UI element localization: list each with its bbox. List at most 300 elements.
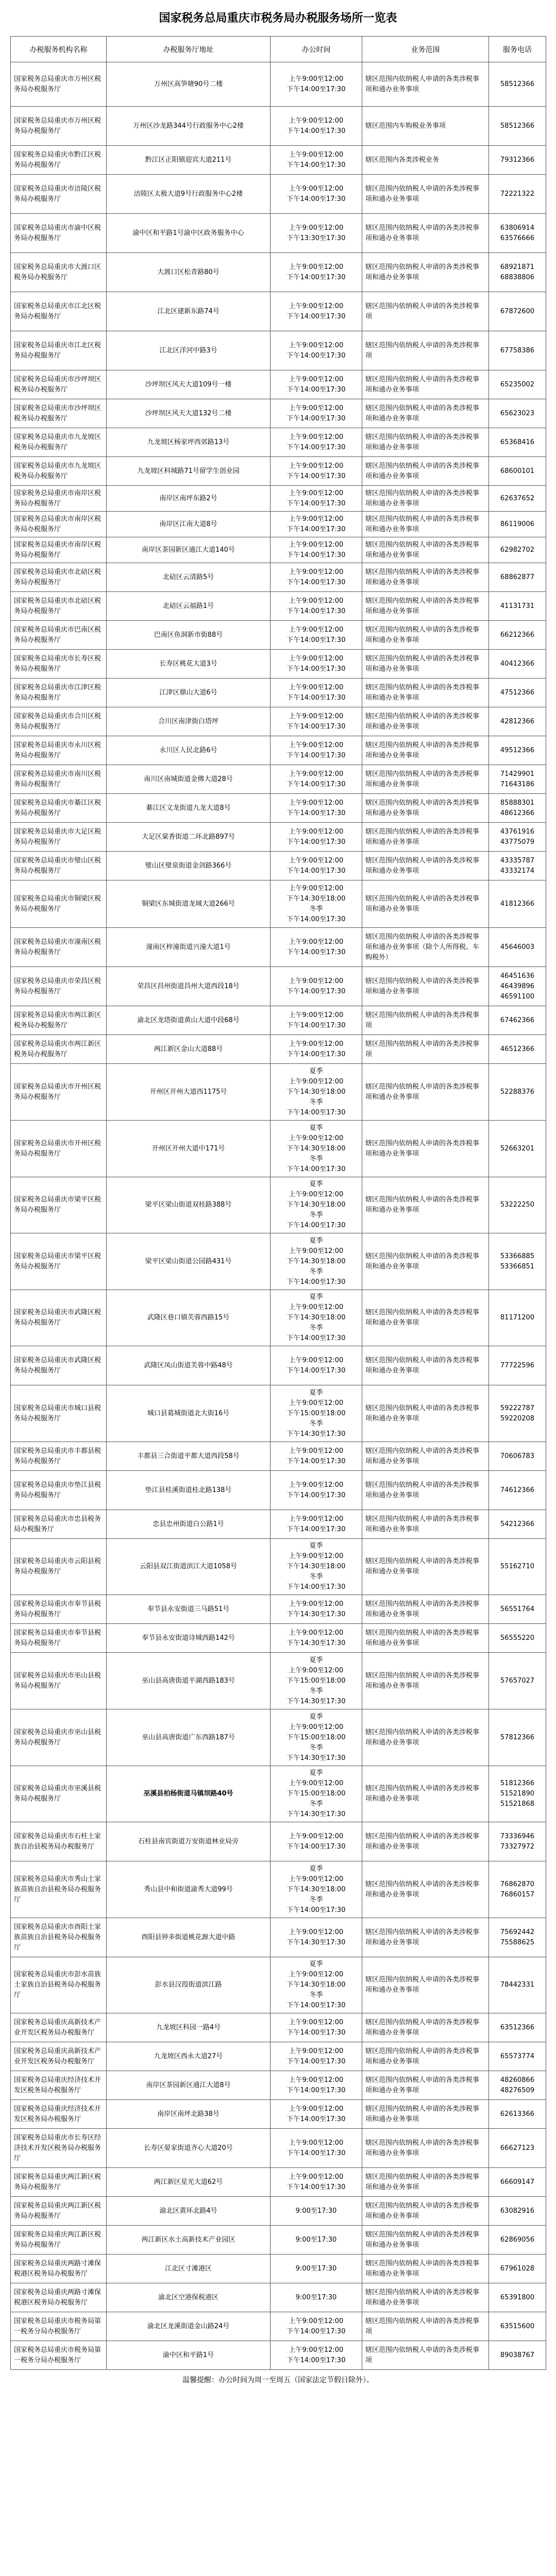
business-scope-cell: 辖区范围内依纳税人申请的各类涉税事项和通办业务事项 xyxy=(362,2168,489,2197)
table-row xyxy=(11,2071,546,2100)
business-scope-cell: 辖区范围内依纳税人申请的各类涉税事项和通办业务事项 xyxy=(362,1653,489,1709)
table-row xyxy=(11,1918,546,1957)
phone-cell: 89038767 xyxy=(489,2341,546,2370)
table-row xyxy=(11,370,546,399)
address-cell: 石柱县南宾街道万安街道林业局旁 xyxy=(107,1822,271,1861)
business-scope-cell: 辖区范围内依纳税人申请的各类涉税事项和通办业务事项 xyxy=(362,62,489,107)
office-name-cell: 国家税务总局重庆两江新区税务局办税服务厅 xyxy=(11,2197,107,2226)
office-name-cell: 国家税务总局重庆市万州区税务局办税服务厅 xyxy=(11,107,107,146)
table-row xyxy=(11,2341,546,2370)
business-scope-cell: 辖区范围内依纳税人申请的各类涉税事项和通办业务事项 xyxy=(362,1595,489,1624)
table-row xyxy=(11,621,546,650)
business-scope-cell: 辖区范围内依纳税人申请的各类涉税事项和通办业务事项 xyxy=(362,253,489,292)
address-cell: 九龙坡区杨家坪西郊路13号 xyxy=(107,428,271,457)
office-hours-cell: 夏季 上午9:00至12:00 下午14:30至18:00 冬季 下午14:00至17:30 xyxy=(271,1177,362,1233)
table-row xyxy=(11,1709,546,1766)
address-cell: 南岸区江南大道8号 xyxy=(107,512,271,537)
office-hours-cell: 上午9:00至12:00 下午14:00至17:30 xyxy=(271,707,362,736)
office-hours-cell: 上午9:00至12:00 下午14:00至17:30 xyxy=(271,331,362,370)
business-scope-cell: 辖区范围内依纳税人申请的各类涉税事项和通办业务事项 xyxy=(362,1709,489,1766)
business-scope-cell: 辖区范围内依纳税人申请的各类涉税事项和通办业务事项 xyxy=(362,2100,489,2129)
header-address: 办税服务厅地址 xyxy=(107,37,271,62)
address-cell: 綦江区文龙街道九龙大道8号 xyxy=(107,794,271,823)
address-cell: 黔江区正阳镇迎宾大道211号 xyxy=(107,146,271,175)
address-cell: 潼南区梓潼街道兴潼大道1号 xyxy=(107,928,271,967)
address-cell: 九龙坡区科园一路4号 xyxy=(107,2013,271,2042)
address-cell: 南川区南城街道金佛大道28号 xyxy=(107,765,271,794)
business-scope-cell: 辖区范围内依纳税人申请的各类涉税事项和通办业务事项 xyxy=(362,2042,489,2071)
table-row xyxy=(11,1471,546,1510)
address-cell: 长寿区晏家街道齐心大道20号 xyxy=(107,2129,271,2168)
phone-cell: 52288376 xyxy=(489,1064,546,1121)
table-row xyxy=(11,794,546,823)
office-name-cell: 国家税务总局重庆市税务局第一税务分局办税服务厅 xyxy=(11,2312,107,2341)
address-cell: 南岸区茶园新区通江大道140号 xyxy=(107,537,271,563)
business-scope-cell: 辖区范围内车购税业务事项 xyxy=(362,107,489,146)
office-hours-cell: 上午9:00至12:00 下午14:00至17:30 xyxy=(271,486,362,512)
phone-cell: 72221322 xyxy=(489,175,546,214)
business-scope-cell: 辖区范围内依纳税人申请的各类涉税事项和通办业务事项 xyxy=(362,1861,489,1918)
table-row xyxy=(11,736,546,765)
office-name-cell: 国家税务总局重庆两江新区税务局办税服务厅 xyxy=(11,2168,107,2197)
phone-cell: 55162710 xyxy=(489,1539,546,1595)
address-cell: 丰都县三合街道平都大道西段58号 xyxy=(107,1442,271,1471)
office-hours-cell: 上午9:00至12:00 下午14:30至17:30 xyxy=(271,1595,362,1624)
phone-cell: 62869056 xyxy=(489,2226,546,2255)
office-hours-cell: 夏季 上午9:00至12:00 下午14:30至18:00 冬季 下午14:00至17:30 xyxy=(271,1290,362,1346)
office-name-cell: 国家税务总局重庆市黔江区税务局办税服务厅 xyxy=(11,146,107,175)
business-scope-cell: 辖区范围内依纳税人申请的各类涉税事项和通办业务事项 xyxy=(362,2226,489,2255)
office-name-cell: 国家税务总局重庆市江北区税务局办税服务厅 xyxy=(11,292,107,331)
office-hours-cell: 上午9:00至12:00 下午14:00至17:30 xyxy=(271,428,362,457)
table-row xyxy=(11,707,546,736)
office-hours-cell: 上午9:00至12:00 下午14:00至17:30 xyxy=(271,2129,362,2168)
office-name-cell: 国家税务总局重庆市开州区税务局办税服务厅 xyxy=(11,1064,107,1121)
address-cell: 武隆区巷口镇芙蓉西路15号 xyxy=(107,1290,271,1346)
office-name-cell: 国家税务总局重庆市丰都县税务局办税服务厅 xyxy=(11,1442,107,1471)
table-row xyxy=(11,214,546,253)
office-hours-cell: 上午9:00至12:00 下午14:30至18:00 冬季 下午14:00至17:30 xyxy=(271,880,362,928)
office-name-cell: 国家税务总局重庆市两江新区税务局办税服务厅 xyxy=(11,1035,107,1064)
address-cell: 北碚区云福路1号 xyxy=(107,592,271,621)
office-name-cell: 国家税务总局重庆市长寿区经济技术开发区税务局办税服务厅 xyxy=(11,2129,107,2168)
business-scope-cell: 辖区范围内依纳税人申请的各类涉税事项和通办业务事项 xyxy=(362,512,489,537)
address-cell: 巴南区鱼洞新市街88号 xyxy=(107,621,271,650)
address-cell: 两江新区金山大道88号 xyxy=(107,1035,271,1064)
address-cell: 万州区沙龙路344号行政服务中心2楼 xyxy=(107,107,271,146)
business-scope-cell: 辖区范围内依纳税人申请的各类涉税事项 xyxy=(362,331,489,370)
business-scope-cell: 辖区范围内依纳税人申请的各类涉税事项和通办业务事项 xyxy=(362,650,489,679)
address-cell: 渝北区空港保税港区 xyxy=(107,2283,271,2312)
office-name-cell: 国家税务总局重庆市南川区税务局办税服务厅 xyxy=(11,765,107,794)
business-scope-cell: 辖区范围内依纳税人申请的各类涉税事项 xyxy=(362,2341,489,2370)
phone-cell: 52663201 xyxy=(489,1121,546,1177)
business-scope-cell: 辖区范围内依纳税人申请的各类涉税事项 xyxy=(362,1006,489,1035)
phone-cell: 68862877 xyxy=(489,563,546,592)
office-hours-cell: 夏季 上午9:00至12:00 下午14:30至18:00 冬季 下午14:00至17:30 xyxy=(271,1233,362,1290)
office-name-cell: 国家税务总局重庆市巫溪县税务局办税服务厅 xyxy=(11,1766,107,1822)
business-scope-cell: 辖区范围内依纳税人申请的各类涉税事项和通办业务事项 xyxy=(362,736,489,765)
table-row xyxy=(11,331,546,370)
address-cell: 梁平区梁山街道公园路431号 xyxy=(107,1233,271,1290)
header-office: 办税服务机构名称 xyxy=(11,37,107,62)
address-cell: 开州区开州大道中171号 xyxy=(107,1121,271,1177)
address-cell: 涪陵区太极大道9号行政服务中心2楼 xyxy=(107,175,271,214)
phone-cell: 40412366 xyxy=(489,650,546,679)
table-row xyxy=(11,253,546,292)
address-cell: 奉节县永安街道三马路51号 xyxy=(107,1595,271,1624)
phone-cell: 63806914 63576666 xyxy=(489,214,546,253)
office-hours-cell: 9:00至17:30 xyxy=(271,2283,362,2312)
business-scope-cell: 辖区范围内依纳税人申请的各类涉税事项和通办业务事项 xyxy=(362,852,489,880)
office-name-cell: 国家税务总局重庆两路寸滩保税港区税务局办税服务厅 xyxy=(11,2283,107,2312)
phone-cell: 63515600 xyxy=(489,2312,546,2341)
phone-cell: 41812366 xyxy=(489,880,546,928)
office-hours-cell: 上午9:00至12:00 下午14:00至17:30 xyxy=(271,736,362,765)
address-cell: 忠县忠州街道白公路1号 xyxy=(107,1510,271,1539)
office-name-cell: 国家税务总局重庆市税务局第一税务分局办税服务厅 xyxy=(11,2341,107,2370)
address-cell: 合川区南津街白塔坪 xyxy=(107,707,271,736)
office-name-cell: 国家税务总局重庆市江北区税务局办税服务厅 xyxy=(11,331,107,370)
table-header-row xyxy=(11,37,546,62)
phone-cell: 66609147 xyxy=(489,2168,546,2197)
service-hall-table xyxy=(10,36,546,2370)
table-row xyxy=(11,823,546,852)
business-scope-cell: 辖区范围内依纳税人申请的各类涉税事项和通办业务事项 xyxy=(362,621,489,650)
table-row xyxy=(11,2255,546,2283)
business-scope-cell: 辖区范围内依纳税人申请的各类涉税事项和通办业务事项 xyxy=(362,707,489,736)
phone-cell: 63082916 xyxy=(489,2197,546,2226)
phone-cell: 46512366 xyxy=(489,1035,546,1064)
address-cell: 城口县葛城街道北大街16号 xyxy=(107,1385,271,1442)
business-scope-cell: 辖区范围内依纳税人申请的各类涉税事项和通办业务事项 xyxy=(362,1064,489,1121)
phone-cell: 45646003 xyxy=(489,928,546,967)
address-cell: 九龙坡区科城路71号留学生创业园 xyxy=(107,457,271,486)
table-row xyxy=(11,880,546,928)
office-name-cell: 国家税务总局重庆市大足区税务局办税服务厅 xyxy=(11,823,107,852)
address-cell: 两江新区星光大道62号 xyxy=(107,2168,271,2197)
office-hours-cell: 夏季 上午9:00至12:00 下午14:30至18:00 冬季 下午14:00至17:30 xyxy=(271,1121,362,1177)
office-hours-cell: 上午9:00至12:00 下午14:00至17:30 xyxy=(271,563,362,592)
office-hours-cell: 夏季 上午9:00至12:00 下午14:30至18:00 冬季 下午14:00至17:30 xyxy=(271,1539,362,1595)
table-row xyxy=(11,1539,546,1595)
office-name-cell: 国家税务总局重庆市巫山县税务局办税服务厅 xyxy=(11,1653,107,1709)
phone-cell: 73336946 73327972 xyxy=(489,1822,546,1861)
business-scope-cell: 辖区范围内各类涉税业务 xyxy=(362,146,489,175)
office-hours-cell: 夏季 上午9:00至12:00 下午14:30至18:00 冬季 下午14:00至17:30 xyxy=(271,1957,362,2013)
address-cell: 江津区鼎山大道6号 xyxy=(107,679,271,707)
table-row xyxy=(11,62,546,107)
office-hours-cell: 上午9:00至12:00 下午14:00至17:30 xyxy=(271,823,362,852)
phone-cell: 65368416 xyxy=(489,428,546,457)
office-hours-cell: 上午9:00至12:00 下午14:00至17:30 xyxy=(271,650,362,679)
address-cell: 南岸区茶园新区通江大道8号 xyxy=(107,2071,271,2100)
address-cell: 北碚区云清路5号 xyxy=(107,563,271,592)
address-cell: 秀山县中和街道渝秀大道99号 xyxy=(107,1861,271,1918)
business-scope-cell: 辖区范围内依纳税人申请的各类涉税事项和通办业务事项 xyxy=(362,2255,489,2283)
table-row xyxy=(11,1653,546,1709)
phone-cell: 65391800 xyxy=(489,2283,546,2312)
office-hours-cell: 夏季 上午9:00至12:00 下午14:30至18:00 冬季 下午14:00至17:30 xyxy=(271,1861,362,1918)
office-hours-cell: 上午9:00至12:00 下午14:00至17:30 xyxy=(271,175,362,214)
business-scope-cell: 辖区范围内依纳税人申请的各类涉税事项和通办业务事项 xyxy=(362,967,489,1006)
business-scope-cell: 辖区范围内依纳税人申请的各类涉税事项和通办业务事项 xyxy=(362,1290,489,1346)
address-cell: 巫山县高唐街道平湖西路183号 xyxy=(107,1653,271,1709)
office-hours-cell: 上午9:00至12:00 下午14:00至17:30 xyxy=(271,1006,362,1035)
address-cell: 武隆区凤山街道芙蓉中路48号 xyxy=(107,1346,271,1385)
address-cell: 巫山县高唐街道广东西路187号 xyxy=(107,1709,271,1766)
business-scope-cell: 辖区范围内依纳税人申请的各类涉税事项和通办业务事项 xyxy=(362,794,489,823)
office-hours-cell: 上午9:00至12:00 下午14:00至17:30 xyxy=(271,1035,362,1064)
office-name-cell: 国家税务总局重庆经济技术开发区税务局办税服务厅 xyxy=(11,2071,107,2100)
office-hours-cell: 上午9:00至12:00 下午14:00至17:30 xyxy=(271,928,362,967)
office-name-cell: 国家税务总局重庆两路寸滩保税港区税务局办税服务厅 xyxy=(11,2255,107,2283)
table-row xyxy=(11,1346,546,1385)
phone-cell: 74612366 xyxy=(489,1471,546,1510)
business-scope-cell: 辖区范围内依纳税人申请的各类涉税事项和通办业务事项 xyxy=(362,1766,489,1822)
office-name-cell: 国家税务总局重庆高新技术产业开发区税务局办税服务厅 xyxy=(11,2013,107,2042)
phone-cell: 47512366 xyxy=(489,679,546,707)
phone-cell: 63512366 xyxy=(489,2013,546,2042)
business-scope-cell: 辖区范围内依纳税人申请的各类涉税事项和通办业务事项 xyxy=(362,1121,489,1177)
office-hours-cell: 上午9:00至12:00 下午14:00至17:30 xyxy=(271,537,362,563)
phone-cell: 53222250 xyxy=(489,1177,546,1233)
office-name-cell: 国家税务总局重庆市沙坪坝区税务局办税服务厅 xyxy=(11,370,107,399)
office-hours-cell: 上午9:00至12:00 下午14:00至17:30 xyxy=(271,592,362,621)
office-name-cell: 国家税务总局重庆市巴南区税务局办税服务厅 xyxy=(11,621,107,650)
page-title: 国家税务总局重庆市税务局办税服务场所一览表 xyxy=(159,11,397,25)
table-row xyxy=(11,2197,546,2226)
office-hours-cell: 上午9:00至12:00 下午14:00至17:30 xyxy=(271,399,362,428)
office-name-cell: 国家税务总局重庆市潼南区税务局办税服务厅 xyxy=(11,928,107,967)
address-cell: 大渡口区松青路80号 xyxy=(107,253,271,292)
phone-cell: 51812366 51521890 51521868 xyxy=(489,1766,546,1822)
table-row xyxy=(11,1177,546,1233)
office-name-cell: 国家税务总局重庆市南岸区税务局办税服务厅 xyxy=(11,486,107,512)
office-hours-cell: 上午9:00至12:00 下午14:00至17:30 xyxy=(271,679,362,707)
table-row xyxy=(11,1822,546,1861)
phone-cell: 66627123 xyxy=(489,2129,546,2168)
table-row xyxy=(11,852,546,880)
office-hours-cell: 上午9:00至12:00 下午14:00至17:30 xyxy=(271,62,362,107)
table-row xyxy=(11,1766,546,1822)
business-scope-cell: 辖区范围内依纳税人申请的各类涉税事项 xyxy=(362,2312,489,2341)
office-hours-cell: 夏季 上午9:00至12:00 下午15:00至18:00 冬季 下午14:30至17:30 xyxy=(271,1653,362,1709)
office-name-cell: 国家税务总局重庆两江新区税务局办税服务厅 xyxy=(11,2226,107,2255)
address-cell: 垫江县桂溪街道桂北路138号 xyxy=(107,1471,271,1510)
office-name-cell: 国家税务总局重庆市九龙坡区税务局办税服务厅 xyxy=(11,428,107,457)
business-scope-cell: 辖区范围内依纳税人申请的各类涉税事项和通办业务事项 xyxy=(362,214,489,253)
table-row xyxy=(11,650,546,679)
office-hours-cell: 上午9:00至12:00 下午14:00至17:30 xyxy=(271,765,362,794)
office-name-cell: 国家税务总局重庆市合川区税务局办税服务厅 xyxy=(11,707,107,736)
office-hours-cell: 上午9:00至12:00 下午14:00至17:30 xyxy=(271,2071,362,2100)
address-cell: 开州区开州大道西1175号 xyxy=(107,1064,271,1121)
table-row xyxy=(11,928,546,967)
office-hours-cell: 上午9:00至12:00 下午14:30至17:30 xyxy=(271,1624,362,1653)
table-row xyxy=(11,292,546,331)
office-name-cell: 国家税务总局重庆市梁平区税务局办税服务厅 xyxy=(11,1177,107,1233)
table-row xyxy=(11,2013,546,2042)
phone-cell: 53366885 53366851 xyxy=(489,1233,546,1290)
table-row xyxy=(11,1035,546,1064)
office-hours-cell: 夏季 上午9:00至12:00 下午14:30至18:00 冬季 下午14:00至17:30 xyxy=(271,1064,362,1121)
office-hours-cell: 夏季 上午9:00至12:00 下午15:00至18:00 冬季 下午14:30至17:30 xyxy=(271,1385,362,1442)
address-cell: 江北区寸滩港区 xyxy=(107,2255,271,2283)
office-name-cell: 国家税务总局重庆市开州区税务局办税服务厅 xyxy=(11,1121,107,1177)
table-row xyxy=(11,1121,546,1177)
business-scope-cell: 辖区范围内依纳税人申请的各类涉税事项和通办业务事项 xyxy=(362,823,489,852)
office-name-cell: 国家税务总局重庆市忠县税务局办税服务厅 xyxy=(11,1510,107,1539)
table-row xyxy=(11,1595,546,1624)
address-cell: 梁平区梁山街道双桂路388号 xyxy=(107,1177,271,1233)
address-cell: 渝北区龙塔街道黄山大道中段68号 xyxy=(107,1006,271,1035)
office-name-cell: 国家税务总局重庆市南岸区税务局办税服务厅 xyxy=(11,512,107,537)
office-hours-cell: 上午9:00至12:00 下午14:00至17:30 xyxy=(271,1471,362,1510)
office-hours-cell: 上午9:00至12:00 下午14:00至17:30 xyxy=(271,253,362,292)
office-name-cell: 国家税务总局重庆市城口县税务局办税服务厅 xyxy=(11,1385,107,1442)
business-scope-cell: 辖区范围内依纳税人申请的各类涉税事项和通办业务事项 xyxy=(362,1822,489,1861)
business-scope-cell: 辖区范围内依纳税人申请的各类涉税事项和通办业务事项 xyxy=(362,1957,489,2013)
address-cell: 沙坪坝区风天大道132号二楼 xyxy=(107,399,271,428)
table-row xyxy=(11,1510,546,1539)
address-cell: 荣昌区昌州街道昌州大道西段18号 xyxy=(107,967,271,1006)
office-name-cell: 国家税务总局重庆市北碚区税务局办税服务厅 xyxy=(11,592,107,621)
office-name-cell: 国家税务总局重庆市万州区税务局办税服务厅 xyxy=(11,62,107,107)
address-cell: 渝中区和平路1号渝中区政务服务中心 xyxy=(107,214,271,253)
phone-cell: 68600101 xyxy=(489,457,546,486)
office-name-cell: 国家税务总局重庆市渝中区税务局办税服务厅 xyxy=(11,214,107,253)
phone-cell: 58512366 xyxy=(489,62,546,107)
phone-cell: 56555220 xyxy=(489,1624,546,1653)
office-name-cell: 国家税务总局重庆市沙坪坝区税务局办税服务厅 xyxy=(11,399,107,428)
table-row xyxy=(11,1442,546,1471)
business-scope-cell: 辖区范围内依纳税人申请的各类涉税事项和通办业务事项 xyxy=(362,2197,489,2226)
table-row xyxy=(11,765,546,794)
business-scope-cell: 辖区范围内依纳税人申请的各类涉税事项和通办业务事项 xyxy=(362,592,489,621)
office-name-cell: 国家税务总局重庆高新技术产业开发区税务局办税服务厅 xyxy=(11,2042,107,2071)
business-scope-cell: 辖区范围内依纳税人申请的各类涉税事项和通办业务事项 xyxy=(362,2129,489,2168)
business-scope-cell: 辖区范围内依纳税人申请的各类涉税事项和通办业务事项 xyxy=(362,428,489,457)
business-scope-cell: 辖区范围内依纳税人申请的各类涉税事项和通办业务事项 xyxy=(362,765,489,794)
table-row xyxy=(11,1957,546,2013)
office-hours-cell: 上午9:00至12:00 下午14:00至17:30 xyxy=(271,1510,362,1539)
office-hours-cell: 上午9:00至12:00 下午14:00至17:30 xyxy=(271,2042,362,2071)
phone-cell: 54212366 xyxy=(489,1510,546,1539)
business-scope-cell: 辖区范围内依纳税人申请的各类涉税事项和通办业务事项 xyxy=(362,1510,489,1539)
phone-cell: 75692442 75588625 xyxy=(489,1918,546,1957)
phone-cell: 57812366 xyxy=(489,1709,546,1766)
business-scope-cell: 辖区范围内依纳税人申请的各类涉税事项 xyxy=(362,292,489,331)
phone-cell: 81171200 xyxy=(489,1290,546,1346)
phone-cell: 46451636 46439896 46591100 xyxy=(489,967,546,1006)
table-row xyxy=(11,175,546,214)
business-scope-cell: 辖区范围内依纳税人申请的各类涉税事项和通办业务事项 xyxy=(362,1385,489,1442)
business-scope-cell: 辖区范围内依纳税人申请的各类涉税事项和通办业务事项 xyxy=(362,457,489,486)
office-name-cell: 国家税务总局重庆市云阳县税务局办税服务厅 xyxy=(11,1539,107,1595)
table-row xyxy=(11,399,546,428)
business-scope-cell: 辖区范围内依纳税人申请的各类涉税事项 xyxy=(362,1035,489,1064)
table-row xyxy=(11,2042,546,2071)
table-row xyxy=(11,1290,546,1346)
phone-cell: 65573774 xyxy=(489,2042,546,2071)
table-row xyxy=(11,679,546,707)
business-scope-cell: 辖区范围内依纳税人申请的各类涉税事项和通办业务事项 xyxy=(362,880,489,928)
table-body xyxy=(11,62,546,2370)
address-cell: 铜梁区东城街道龙城大道266号 xyxy=(107,880,271,928)
table-row xyxy=(11,1861,546,1918)
office-hours-cell: 上午9:00至12:00 下午14:30至17:30 xyxy=(271,1918,362,1957)
business-scope-cell: 辖区范围内依纳税人申请的各类涉税事项和通办业务事项（除个人所得税、车购税外） xyxy=(362,928,489,967)
address-cell: 大足区棠香街道二环北路897号 xyxy=(107,823,271,852)
address-cell: 云阳县双江街道滨江大道1058号 xyxy=(107,1539,271,1595)
office-hours-cell: 上午9:00至12:00 下午14:00至17:30 xyxy=(271,852,362,880)
table-row xyxy=(11,1624,546,1653)
phone-cell: 42812366 xyxy=(489,707,546,736)
office-hours-cell: 上午9:00至12:00 下午14:00至17:30 xyxy=(271,292,362,331)
address-cell: 渝北区黄环北路4号 xyxy=(107,2197,271,2226)
phone-cell: 76862870 76860157 xyxy=(489,1861,546,1918)
office-hours-cell: 上午9:00至12:00 下午14:00至17:30 xyxy=(271,2312,362,2341)
business-scope-cell: 辖区范围内依纳税人申请的各类涉税事项和通办业务事项 xyxy=(362,1346,489,1385)
office-name-cell: 国家税务总局重庆市两江新区税务局办税服务厅 xyxy=(11,1006,107,1035)
table-row xyxy=(11,592,546,621)
table-row xyxy=(11,2226,546,2255)
office-name-cell: 国家税务总局重庆市酉阳土家族苗族自治县税务局办税服务厅 xyxy=(11,1918,107,1957)
office-hours-cell: 上午9:00至12:00 下午14:00至17:30 xyxy=(271,1822,362,1861)
table-row xyxy=(11,146,546,175)
office-name-cell: 国家税务总局重庆市大渡口区税务局办税服务厅 xyxy=(11,253,107,292)
office-name-cell: 国家税务总局重庆市南岸区税务局办税服务厅 xyxy=(11,537,107,563)
office-name-cell: 国家税务总局重庆市荣昌区税务局办税服务厅 xyxy=(11,967,107,1006)
business-scope-cell: 辖区范围内依纳税人申请的各类涉税事项和通办业务事项 xyxy=(362,1539,489,1595)
table-row xyxy=(11,563,546,592)
office-hours-cell: 上午9:00至12:00 下午14:00至17:30 xyxy=(271,2341,362,2370)
business-scope-cell: 辖区范围内依纳税人申请的各类涉税事项和通办业务事项 xyxy=(362,1233,489,1290)
phone-cell: 59222787 59220208 xyxy=(489,1385,546,1442)
phone-cell: 49512366 xyxy=(489,736,546,765)
phone-cell: 62637652 xyxy=(489,486,546,512)
business-scope-cell: 辖区范围内依纳税人申请的各类涉税事项和通办业务事项 xyxy=(362,370,489,399)
phone-cell: 41131731 xyxy=(489,592,546,621)
office-name-cell: 国家税务总局重庆市涪陵区税务局办税服务厅 xyxy=(11,175,107,214)
office-name-cell: 国家税务总局重庆市奉节县税务局办税服务厅 xyxy=(11,1595,107,1624)
address-cell: 巫溪县柏杨街道马镇坝路40号 xyxy=(107,1766,271,1822)
office-name-cell: 国家税务总局重庆市巫山县税务局办税服务厅 xyxy=(11,1709,107,1766)
office-hours-cell: 上午9:00至12:00 下午14:00至17:30 xyxy=(271,794,362,823)
office-hours-cell: 上午9:00至12:00 下午14:00至17:30 xyxy=(271,146,362,175)
office-hours-cell: 上午9:00至12:00 下午14:00至17:30 xyxy=(271,512,362,537)
table-row xyxy=(11,2129,546,2168)
phone-cell: 62613366 xyxy=(489,2100,546,2129)
phone-cell: 56551764 xyxy=(489,1595,546,1624)
office-hours-cell: 9:00至17:30 xyxy=(271,2197,362,2226)
office-name-cell: 国家税务总局重庆市奉节县税务局办税服务厅 xyxy=(11,1624,107,1653)
office-name-cell: 国家税务总局重庆市武隆区税务局办税服务厅 xyxy=(11,1290,107,1346)
phone-cell: 68921871 68838806 xyxy=(489,253,546,292)
office-hours-cell: 上午9:00至12:00 下午14:00至17:30 xyxy=(271,457,362,486)
address-cell: 两江新区水土高新技术产业园区 xyxy=(107,2226,271,2255)
phone-cell: 86119006 xyxy=(489,512,546,537)
address-cell: 长寿区桃花大道3号 xyxy=(107,650,271,679)
business-scope-cell: 辖区范围内依纳税人申请的各类涉税事项和通办业务事项 xyxy=(362,679,489,707)
phone-cell: 67961028 xyxy=(489,2255,546,2283)
office-name-cell: 国家税务总局重庆经济技术开发区税务局办税服务厅 xyxy=(11,2100,107,2129)
office-name-cell: 国家税务总局重庆市永川区税务局办税服务厅 xyxy=(11,736,107,765)
phone-cell: 43335787 43332174 xyxy=(489,852,546,880)
office-name-cell: 国家税务总局重庆市九龙坡区税务局办税服务厅 xyxy=(11,457,107,486)
phone-cell: 43761916 43775079 xyxy=(489,823,546,852)
